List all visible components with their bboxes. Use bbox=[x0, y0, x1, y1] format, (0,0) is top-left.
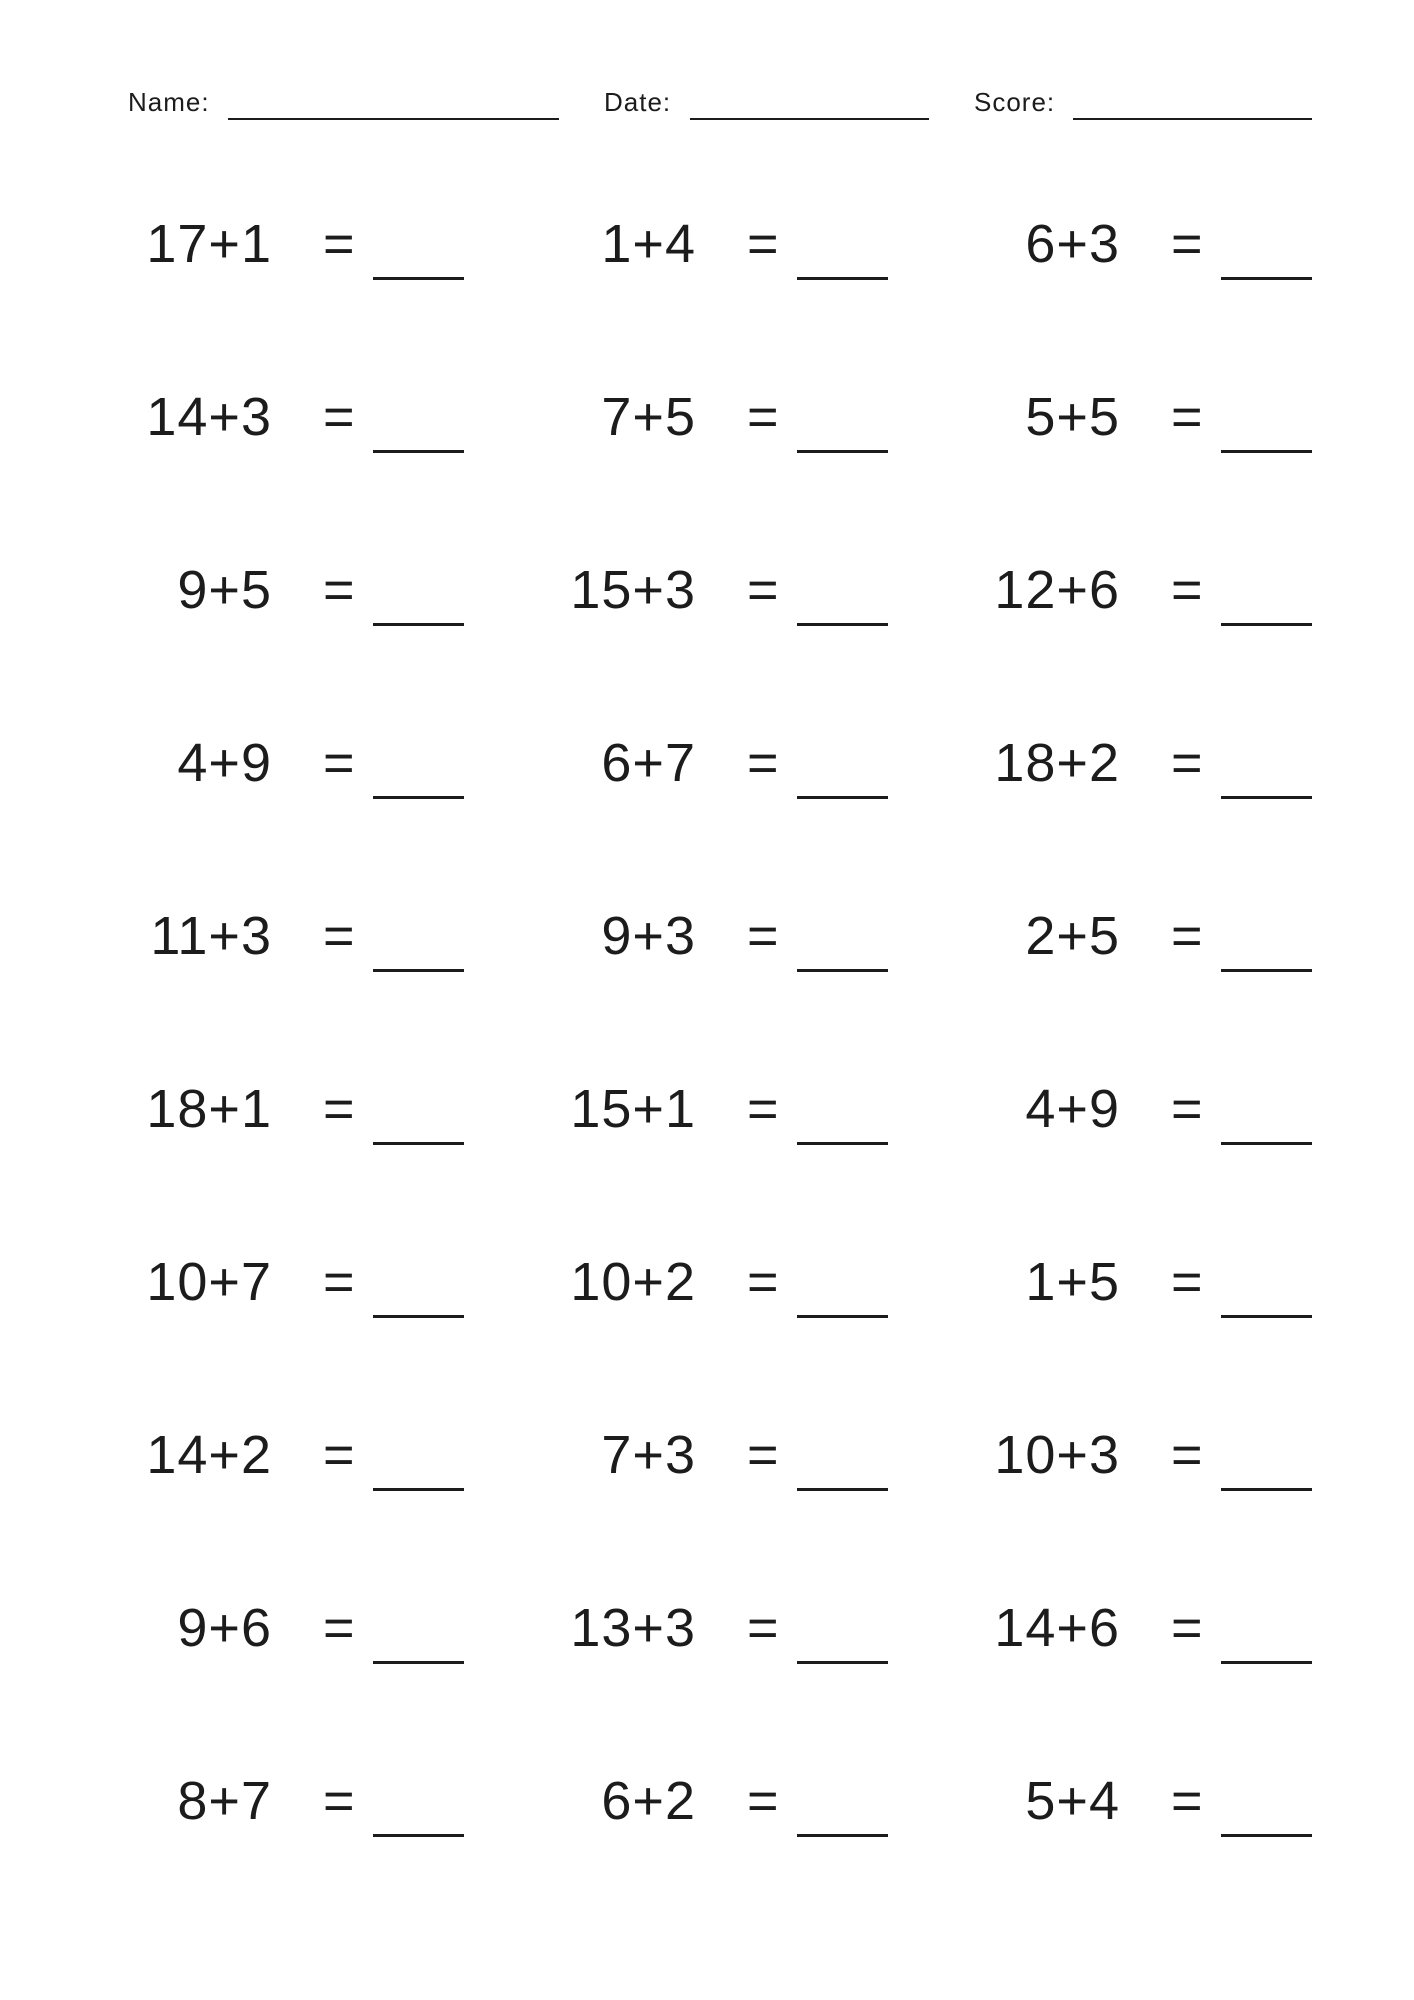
equals-sign: = bbox=[1171, 1252, 1203, 1312]
problem-cell bbox=[464, 1427, 888, 1600]
problem-expression: 6+7 bbox=[601, 733, 696, 793]
problem-expression: 18+2 bbox=[994, 733, 1120, 793]
answer-blank[interactable] bbox=[797, 623, 888, 626]
problem-expression: 2+5 bbox=[1025, 906, 1120, 966]
problem-row bbox=[40, 1081, 1312, 1254]
answer-blank[interactable] bbox=[797, 277, 888, 280]
problem-cell bbox=[464, 1773, 888, 1946]
equals-sign: = bbox=[747, 1771, 779, 1831]
date-label: Date: bbox=[604, 87, 672, 117]
equals-sign: = bbox=[1171, 1598, 1203, 1658]
answer-blank[interactable] bbox=[797, 969, 888, 972]
equals-sign: = bbox=[323, 387, 355, 447]
problem-expression: 14+3 bbox=[146, 387, 272, 447]
problem-expression: 9+6 bbox=[177, 1598, 272, 1658]
equals-sign: = bbox=[1171, 387, 1203, 447]
problem-expression: 18+1 bbox=[146, 1079, 272, 1139]
answer-blank[interactable] bbox=[797, 1661, 888, 1664]
problem-expression: 15+1 bbox=[570, 1079, 696, 1139]
problem-expression: 4+9 bbox=[177, 733, 272, 793]
problem-cell bbox=[40, 735, 464, 908]
problem-cell bbox=[888, 562, 1312, 735]
equals-sign: = bbox=[323, 1425, 355, 1485]
problem-expression: 10+2 bbox=[570, 1252, 696, 1312]
equals-sign: = bbox=[747, 1598, 779, 1658]
equals-sign: = bbox=[747, 560, 779, 620]
problem-cell bbox=[40, 1600, 464, 1773]
answer-blank[interactable] bbox=[1221, 796, 1312, 799]
answer-blank[interactable] bbox=[797, 1834, 888, 1837]
equals-sign: = bbox=[747, 906, 779, 966]
equals-sign: = bbox=[1171, 214, 1203, 274]
answer-blank[interactable] bbox=[373, 796, 464, 799]
equals-sign: = bbox=[323, 1598, 355, 1658]
problem-expression: 8+7 bbox=[177, 1771, 272, 1831]
problem-expression: 9+3 bbox=[601, 906, 696, 966]
problem-cell bbox=[464, 735, 888, 908]
equals-sign: = bbox=[323, 214, 355, 274]
equals-sign: = bbox=[323, 733, 355, 793]
problem-expression: 15+3 bbox=[570, 560, 696, 620]
problem-cell bbox=[40, 1773, 464, 1946]
equals-sign: = bbox=[1171, 733, 1203, 793]
problem-expression: 6+2 bbox=[601, 1771, 696, 1831]
name-label: Name: bbox=[128, 87, 210, 117]
problem-expression: 14+6 bbox=[994, 1598, 1120, 1658]
problem-cell bbox=[888, 1081, 1312, 1254]
problem-expression: 11+3 bbox=[150, 906, 272, 966]
answer-blank[interactable] bbox=[1221, 450, 1312, 453]
problem-cell bbox=[40, 216, 464, 389]
date-entry-line[interactable] bbox=[690, 118, 929, 120]
problem-expression: 12+6 bbox=[994, 560, 1120, 620]
problem-cell bbox=[464, 1254, 888, 1427]
problem-cell bbox=[40, 389, 464, 562]
problem-cell bbox=[888, 908, 1312, 1081]
problem-cell bbox=[888, 1773, 1312, 1946]
problem-expression: 13+3 bbox=[570, 1598, 696, 1658]
equals-sign: = bbox=[747, 1079, 779, 1139]
equals-sign: = bbox=[323, 906, 355, 966]
answer-blank[interactable] bbox=[373, 969, 464, 972]
answer-blank[interactable] bbox=[1221, 1315, 1312, 1318]
problem-cell bbox=[464, 562, 888, 735]
score-entry-line[interactable] bbox=[1073, 118, 1312, 120]
problem-cell bbox=[888, 1254, 1312, 1427]
problem-expression: 5+4 bbox=[1025, 1771, 1120, 1831]
equals-sign: = bbox=[747, 387, 779, 447]
answer-blank[interactable] bbox=[1221, 1142, 1312, 1145]
answer-blank[interactable] bbox=[373, 450, 464, 453]
problem-row bbox=[40, 1254, 1312, 1427]
equals-sign: = bbox=[747, 214, 779, 274]
problem-row bbox=[40, 1773, 1312, 1946]
answer-blank[interactable] bbox=[797, 1142, 888, 1145]
answer-blank[interactable] bbox=[373, 623, 464, 626]
problem-cell bbox=[888, 1600, 1312, 1773]
score-label: Score: bbox=[974, 87, 1056, 117]
answer-blank[interactable] bbox=[373, 277, 464, 280]
answer-blank[interactable] bbox=[373, 1488, 464, 1491]
problem-expression: 9+5 bbox=[177, 560, 272, 620]
answer-blank[interactable] bbox=[373, 1315, 464, 1318]
answer-blank[interactable] bbox=[373, 1142, 464, 1145]
answer-blank[interactable] bbox=[797, 450, 888, 453]
equals-sign: = bbox=[1171, 560, 1203, 620]
problem-cell bbox=[40, 1427, 464, 1600]
answer-blank[interactable] bbox=[797, 1315, 888, 1318]
problem-row bbox=[40, 389, 1312, 562]
problem-row bbox=[40, 1600, 1312, 1773]
answer-blank[interactable] bbox=[1221, 1488, 1312, 1491]
problem-cell bbox=[888, 735, 1312, 908]
problem-cell bbox=[40, 908, 464, 1081]
problem-cell bbox=[464, 389, 888, 562]
answer-blank[interactable] bbox=[373, 1834, 464, 1837]
problem-expression: 10+3 bbox=[994, 1425, 1120, 1485]
problem-expression: 14+2 bbox=[146, 1425, 272, 1485]
problem-cell bbox=[40, 562, 464, 735]
problem-cell bbox=[40, 1254, 464, 1427]
equals-sign: = bbox=[323, 1079, 355, 1139]
answer-blank[interactable] bbox=[1221, 623, 1312, 626]
equals-sign: = bbox=[747, 1425, 779, 1485]
name-entry-line[interactable] bbox=[228, 118, 559, 120]
answer-blank[interactable] bbox=[1221, 969, 1312, 972]
equals-sign: = bbox=[1171, 1425, 1203, 1485]
equals-sign: = bbox=[323, 1771, 355, 1831]
problem-row bbox=[40, 735, 1312, 908]
problem-cell bbox=[464, 1600, 888, 1773]
answer-blank[interactable] bbox=[373, 1661, 464, 1664]
equals-sign: = bbox=[1171, 1771, 1203, 1831]
problem-expression: 1+4 bbox=[601, 214, 696, 274]
problem-cell bbox=[464, 1081, 888, 1254]
problem-expression: 7+3 bbox=[601, 1425, 696, 1485]
equals-sign: = bbox=[323, 560, 355, 620]
equals-sign: = bbox=[1171, 1079, 1203, 1139]
equals-sign: = bbox=[747, 1252, 779, 1312]
equals-sign: = bbox=[747, 733, 779, 793]
problem-expression: 4+9 bbox=[1025, 1079, 1120, 1139]
problem-row bbox=[40, 908, 1312, 1081]
problem-cell bbox=[40, 1081, 464, 1254]
problem-expression: 5+5 bbox=[1025, 387, 1120, 447]
problem-cell bbox=[464, 216, 888, 389]
problem-expression: 10+7 bbox=[146, 1252, 272, 1312]
problem-expression: 17+1 bbox=[146, 214, 272, 274]
problem-cell bbox=[888, 216, 1312, 389]
answer-blank[interactable] bbox=[1221, 1834, 1312, 1837]
answer-blank[interactable] bbox=[1221, 277, 1312, 280]
problem-expression: 6+3 bbox=[1025, 214, 1120, 274]
problems-grid bbox=[40, 216, 1312, 1946]
problem-expression: 1+5 bbox=[1025, 1252, 1120, 1312]
problem-row bbox=[40, 1427, 1312, 1600]
problem-cell bbox=[464, 908, 888, 1081]
answer-blank[interactable] bbox=[797, 1488, 888, 1491]
problem-cell bbox=[888, 1427, 1312, 1600]
equals-sign: = bbox=[1171, 906, 1203, 966]
problem-expression: 7+5 bbox=[601, 387, 696, 447]
answer-blank[interactable] bbox=[1221, 1661, 1312, 1664]
problem-cell bbox=[888, 389, 1312, 562]
problem-row bbox=[40, 216, 1312, 389]
problem-row bbox=[40, 562, 1312, 735]
answer-blank[interactable] bbox=[797, 796, 888, 799]
equals-sign: = bbox=[323, 1252, 355, 1312]
